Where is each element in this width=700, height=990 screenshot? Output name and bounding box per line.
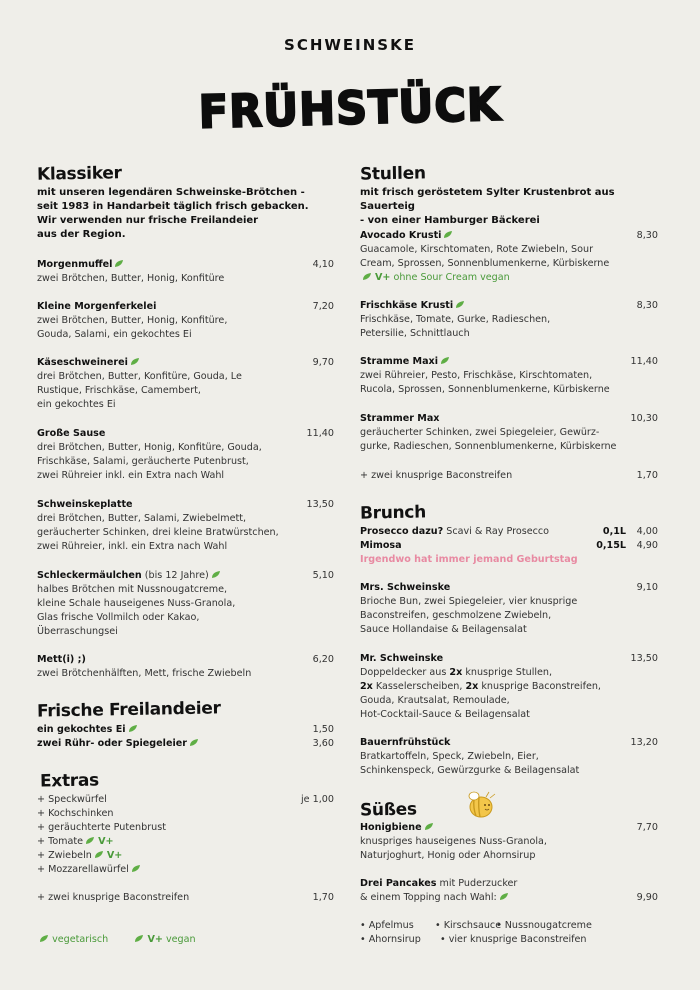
menu-item [360,652,658,722]
drink-price: 4,90 [636,540,658,551]
vegan-mark: V+ [98,836,114,847]
item-description: zwei Brötchenhälften, Mett, frische Zwiebeln [37,668,252,679]
item-header [37,793,334,807]
leaf-icon [128,357,140,368]
item-description: Gouda, Salami, ein gekochtes Ei [37,329,192,340]
item-description: Brioche Bun, zwei Spiegeleier, vier knusprige [360,596,578,607]
bee-illustration [464,790,500,820]
description-segment: Doppeldecker aus [360,667,450,678]
menu-item [37,498,334,554]
drink-prosecco [360,525,658,539]
item-price: 8,30 [636,300,658,311]
item-description: Petersilie, Schnittlauch [360,328,470,339]
item-header [360,299,658,313]
legend-vegan: vegan [165,934,196,945]
leaf-icon [187,738,199,749]
item-header [360,736,658,750]
menu-item [37,793,334,807]
menu-item [360,355,658,397]
menu-item [37,737,334,751]
item-text: + Tomate [37,836,84,847]
item-text: + Mozzarellawürfel [37,864,129,875]
item-header [37,835,334,849]
item-header [360,821,658,835]
intro-line: mit unseren legendären Schweinske-Brötchen - [37,187,305,198]
item-text: + Zwiebeln [37,850,92,861]
leaf-icon [438,356,450,367]
item-price: 6,20 [312,654,334,665]
item-name: Schleckermäulchen [37,570,142,581]
menu-item [360,581,658,637]
intro-line: - von einer Hamburger Bäckerei [360,215,540,226]
item-name: ein gekochtes Ei [37,724,126,735]
item-price: 1,70 [636,470,658,481]
item-price: 3,60 [312,738,334,749]
legend-vegetarian: vegetarisch [52,934,109,945]
item-name: Mett(i) ;) [37,654,86,665]
intro-line: seit 1983 in Handarbeit täglich frisch gebacken. [37,201,309,212]
item-header [37,863,334,877]
item-price: 1,70 [312,892,334,903]
legend [37,933,334,947]
toppings-row [360,933,658,947]
item-name: Bauernfrühstück [360,737,451,748]
item-name: zwei Rühr- oder Spiegeleier [37,738,187,749]
menu-item [360,299,658,341]
item-header [37,498,334,512]
description-segment: knusprige Baconstreifen, [478,681,601,692]
item-description: zwei Rühreier, inkl. ein Extra nach Wahl [37,541,228,552]
item-name: Drei Pancakes [360,878,437,889]
brand-logo: SCHWEINSKE [284,36,416,54]
item-text: + zwei knusprige Baconstreifen [37,892,190,903]
item-description: ein gekochtes Ei [37,399,116,410]
item-description: Cream, Sprossen, Sonnenblumenkerne, Kürbiskerne [360,258,610,269]
vegan-note [360,271,658,285]
intro-line: aus der Region. [37,229,126,240]
leaf-icon [112,259,124,270]
leaf-icon [83,836,95,847]
menu-item [360,821,658,863]
drink-name: Prosecco dazu? [360,526,444,537]
item-description: Rustique, Frischkäse, Camembert, [37,385,201,396]
item-text: + Kochschinken [37,808,114,819]
item-description: Frischkäse, Salami, geräucherte Putenbrust, [37,456,249,467]
menu-item [360,736,658,778]
menu-item [360,229,658,285]
item-name: Morgenmuffel [37,259,113,270]
menu-item [37,807,334,821]
description-segment: 2x [465,681,479,692]
leaf-icon [422,822,434,833]
intro-line: mit frisch geröstetem Sylter Krustenbrot aus Sauerteig [360,187,615,212]
item-name: Strammer Max [360,413,440,424]
item-description: Überraschungsei [37,626,118,637]
item-header [37,569,334,583]
leaf-icon [360,272,372,283]
item-price: 9,10 [636,582,658,593]
item-description: kleine Schale hauseigenes Nuss-Granola, [37,598,236,609]
item-header [37,737,334,751]
drink-price: 4,00 [636,526,658,537]
drink-size: 0,1L [602,526,626,537]
description-segment: knusprige Stullen, [462,667,553,678]
item-description: Frischkäse, Tomate, Gurke, Radieschen, [360,314,551,325]
item-price: je 1,00 [301,794,334,805]
menu-item [37,849,334,863]
vegan-mark: V+ [106,850,123,861]
item-description: zwei Brötchen, Butter, Honig, Konfitüre [37,273,225,284]
klassiker-intro [37,186,334,242]
vegan-mark: V+ [147,934,163,945]
item-price: 7,20 [312,301,334,312]
item-note: (bis 12 Jahre) [141,570,209,581]
leaf-icon [92,850,104,861]
item-description: Rucola, Sprossen, Sonnenblumenkerne, Kürbiskerne [360,384,610,395]
item-header [360,412,658,426]
item-header [360,229,658,243]
item-header [360,877,658,891]
item-description: Baconstreifen, geschmolzene Zwiebeln, [360,610,552,621]
item-price: 13,50 [306,499,334,510]
section-heading-extras: Extras [39,770,100,792]
topping-option: • Kirschsauce [435,920,502,931]
item-name: Mrs. Schweinske [360,582,451,593]
item-header [37,723,334,737]
item-description: Hot-Cocktail-Sauce & Beilagensalat [360,709,530,720]
item-name: Schweinskeplatte [37,499,133,510]
menu-item [37,653,334,681]
menu-item [37,723,334,737]
menu-item [37,835,334,849]
item-header [37,821,334,835]
drink-name: Mimosa [360,540,402,551]
item-name: Honigbiene [360,822,422,833]
brunch-tagline: Irgendwo hat immer jemand Geburtstag [360,554,578,565]
item-name: Mr. Schweinske [360,653,444,664]
item-price: 11,40 [630,356,658,367]
item-header [37,653,334,667]
item-description: Guacamole, Kirschtomaten, Rote Zwiebeln, Sour [360,244,594,255]
item-header [360,652,658,666]
item-description: Schinkenspeck, Gewürzgurke & Beilagensalat [360,765,580,776]
section-heading-klassiker: Klassiker [36,163,122,185]
menu-item [37,891,334,905]
item-price: 5,10 [312,570,334,581]
leaf-icon [441,230,453,241]
page-title: FRÜHSTÜCK [198,78,502,140]
leaf-icon [37,934,49,945]
menu-item [37,821,334,835]
menu-item [37,863,334,877]
item-name: Avocado Krusti [360,230,442,241]
item-description: drei Brötchen, Butter, Honig, Konfitüre, Gouda, [37,442,262,453]
item-price: 13,20 [630,737,658,748]
item-description [360,680,658,694]
item-price: 10,30 [630,413,658,424]
intro-line: Wir verwenden nur frische Freilandeier [37,215,259,226]
topping-option: • Nussnougatcreme [496,920,592,931]
item-price: 13,50 [630,653,658,664]
item-description: Sauce Hollandaise & Beilagensalat [360,624,527,635]
item-description: knuspriges hauseigenes Nuss-Granola, [360,836,547,847]
item-description: geräucherter Schinken, drei kleine Bratwürstchen, [37,527,279,538]
toppings-row [360,919,658,933]
item-description: halbes Brötchen mit Nussnougatcreme, [37,584,228,595]
description-segment: Kasselerscheiben, [372,681,466,692]
item-header [37,849,334,863]
item-description: zwei Rühreier, Pesto, Frischkäse, Kirschtomaten, [360,370,593,381]
vegan-note-text: ohne Sour Cream vegan [393,272,510,283]
leaf-icon [209,570,221,581]
leaf-icon [497,892,509,903]
item-name: Frischkäse Krusti [360,300,454,311]
item-description [360,666,658,680]
menu-item [360,877,658,905]
menu-item [37,356,334,412]
menu-item [37,569,334,639]
section-heading-stullen: Stullen [359,163,426,185]
item-description: drei Brötchen, Butter, Konfitüre, Gouda, Le [37,371,242,382]
menu-item [37,258,334,286]
item-price: 8,30 [636,230,658,241]
item-text: + zwei knusprige Baconstreifen [360,470,513,481]
item-header [37,807,334,821]
menu-item [37,427,334,483]
section-heading-brunch: Brunch [359,502,427,524]
item-description: zwei Brötchen, Butter, Honig, Konfitüre, [37,315,228,326]
item-name: Stramme Maxi [360,356,439,367]
section-heading-eier: Frische Freilandeier [36,698,221,722]
leaf-icon [126,724,138,735]
item-description: Bratkartoffeln, Speck, Zwiebeln, Eier, [360,751,539,762]
description-segment: 2x [360,681,373,692]
item-description: zwei Rühreier inkl. ein Extra nach Wahl [37,470,225,481]
topping-option: • Apfelmus [360,920,414,931]
item-price: 1,50 [312,724,334,735]
vegan-mark: V+ [375,272,391,283]
drink-size: 0,15L [596,540,626,551]
item-name: Kleine Morgenferkelei [37,301,157,312]
item-description: Glas frische Vollmilch oder Kakao, [37,612,200,623]
menu-item [37,300,334,342]
item-header [360,355,658,369]
item-note: mit Puderzucker [436,878,518,889]
pancake-toppings [360,919,658,947]
description-segment: 2x [449,667,463,678]
item-price: 7,70 [636,822,658,833]
drink-note: Scavi & Ray Prosecco [443,526,550,537]
item-text: + geräuchterte Putenbrust [37,822,166,833]
item-price: 4,10 [312,259,334,270]
item-description: gurke, Radieschen, Sonnenblumenkerne, Kürbiskerne [360,441,617,452]
menu-item [360,412,658,454]
topping-option: • vier knusprige Baconstreifen [440,934,587,945]
item-header [37,427,334,441]
leaf-icon [453,300,465,311]
item-description: Naturjoghurt, Honig oder Ahornsirup [360,850,536,861]
item-header [360,581,658,595]
item-header [37,300,334,314]
stullen-intro [360,186,658,228]
item-name: Käseschweinerei [37,357,128,368]
item-header [37,356,334,370]
leaf-icon [129,864,141,875]
item-description: drei Brötchen, Butter, Salami, Zwiebelmett, [37,513,247,524]
section-heading-suesses: Süßes [359,799,417,821]
item-line2-text: & einem Topping nach Wahl: [360,892,497,903]
item-price: 9,90 [636,892,658,903]
menu-item [360,469,658,483]
item-description: Gouda, Krautsalat, Remoulade, [360,695,510,706]
leaf-icon [132,934,144,945]
item-header [37,258,334,272]
item-header [360,469,658,483]
item-header [37,891,334,905]
item-description: geräucherter Schinken, zwei Spiegeleier, Gewürz- [360,427,600,438]
topping-option: • Ahornsirup [360,934,421,945]
item-price: 11,40 [306,428,334,439]
item-text: + Speckwürfel [37,794,107,805]
item-name: Große Sause [37,428,106,439]
item-line2 [360,891,658,905]
item-price: 9,70 [312,357,334,368]
drink-mimosa [360,539,658,553]
